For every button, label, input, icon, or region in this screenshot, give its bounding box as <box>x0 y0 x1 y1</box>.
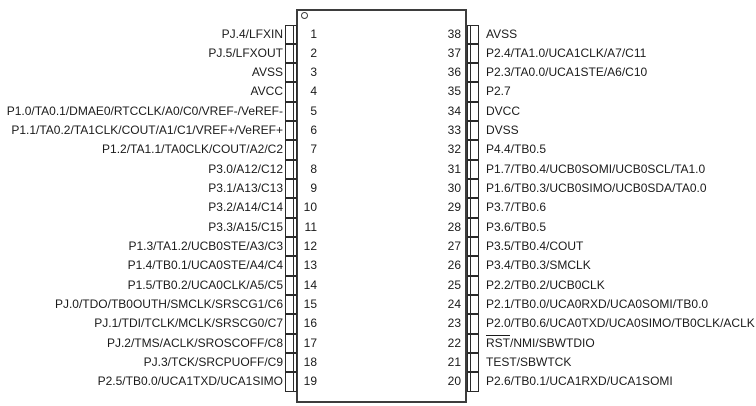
pin-pad-icon <box>285 218 297 237</box>
pin-row <box>0 218 756 237</box>
pin-row <box>0 276 756 295</box>
pin-pad-icon <box>285 295 297 314</box>
pin-label: P3.1/A13/C13 <box>208 181 283 196</box>
pin-pad-icon <box>285 121 297 140</box>
pin-pad-icon <box>285 44 297 63</box>
pin-pad-icon <box>285 179 297 198</box>
pin-pad-icon <box>285 198 297 217</box>
pin-number: 21 <box>447 355 461 370</box>
pin-number: 5 <box>310 103 317 118</box>
pin-label: P1.5/TB0.2/UCA0CLK/A5/C5 <box>127 277 283 292</box>
pin-number: 10 <box>303 200 317 215</box>
pin-row <box>0 295 756 314</box>
pin-label: P3.4/TB0.3/SMCLK <box>486 258 591 273</box>
pin-number: 29 <box>447 200 461 215</box>
pin-pad-icon <box>285 256 297 275</box>
pin-number: 24 <box>447 297 461 312</box>
pin-label: DVCC <box>486 103 521 118</box>
pin-row <box>0 353 756 372</box>
pin-number: 23 <box>447 316 461 331</box>
pin-row <box>0 82 756 101</box>
pin-number: 30 <box>447 181 461 196</box>
pin-label: PJ.5/LFXOUT <box>208 45 283 60</box>
pin-number: 20 <box>447 374 461 389</box>
pin-pad-icon <box>467 63 479 82</box>
pin-label: AVCC <box>250 84 283 99</box>
pin-row <box>0 44 756 63</box>
pin-label: P3.6/TB0.5 <box>486 219 547 234</box>
pin-pad-icon <box>467 140 479 159</box>
pin-number: 36 <box>447 65 461 80</box>
pin-pad-icon <box>285 63 297 82</box>
pin-pad-icon <box>467 353 479 372</box>
pin-row <box>0 372 756 391</box>
pin-number: 11 <box>304 219 317 234</box>
pin-label: P1.1/TA0.2/TA1CLK/COUT/A1/C1/VREF+/VeREF+ <box>11 123 283 138</box>
pin-row <box>0 198 756 217</box>
pin-number: 6 <box>310 123 317 138</box>
pin-label: TEST/SBWTCK <box>486 355 572 370</box>
pin-number: 28 <box>447 219 461 234</box>
pin-label: AVSS <box>486 26 518 41</box>
pin-number: 9 <box>310 181 317 196</box>
pin-number: 16 <box>303 316 317 331</box>
pin-row <box>0 63 756 82</box>
pin-label: P1.2/TA1.1/TA0CLK/COUT/A2/C2 <box>102 142 283 157</box>
pin-number: 22 <box>447 335 461 350</box>
pin-label: P1.4/TB0.1/UCA0STE/A4/C4 <box>127 258 283 273</box>
pin-number: 3 <box>310 65 317 80</box>
pin-number: 1 <box>310 26 317 41</box>
pin-label: P2.4/TA1.0/UCA1CLK/A7/C11 <box>486 45 647 60</box>
pin-label: PJ.3/TCK/SRCPUOFF/C9 <box>143 355 283 370</box>
pin-pad-icon <box>285 276 297 295</box>
pin-label: P3.2/A14/C14 <box>208 200 283 215</box>
pin-number: 4 <box>310 84 317 99</box>
pin-pad-icon <box>467 179 479 198</box>
pin-row <box>0 102 756 121</box>
pin-number: 15 <box>303 297 317 312</box>
pin-label: PJ.2/TMS/ACLK/SROSCOFF/C8 <box>106 335 283 350</box>
pin-row <box>0 140 756 159</box>
pin-number: 26 <box>447 258 461 273</box>
pin-number: 14 <box>303 277 317 292</box>
pin-row <box>0 179 756 198</box>
pin-number: 19 <box>303 374 317 389</box>
pin-row <box>0 121 756 140</box>
pin-number: 38 <box>447 26 461 41</box>
pin-pad-icon <box>467 44 479 63</box>
pin-pad-icon <box>285 25 297 44</box>
pin-label-overline: $\overline{RST}$ <box>486 335 510 350</box>
pin-label: P2.1/TB0.0/UCA0RXD/UCA0SOMI/TB0.0 <box>486 297 709 312</box>
pin-row <box>0 237 756 256</box>
pin-pad-icon <box>285 82 297 101</box>
pin-number: 13 <box>303 258 317 273</box>
pin-label: P1.0/TA0.1/DMAE0/RTCCLK/A0/C0/VREF-/VeREF- <box>6 103 283 118</box>
pin-number: 25 <box>447 277 461 292</box>
pin-label: P2.0/TB0.6/UCA0TXD/UCA0SIMO/TB0CLK/ACLK <box>486 316 755 331</box>
pin-pad-icon <box>467 218 479 237</box>
pin-number: 27 <box>447 239 461 254</box>
pin-label: P3.0/A12/C12 <box>208 161 283 176</box>
pin-label: DVSS <box>486 123 519 138</box>
pin-label: P2.5/TB0.0/UCA1TXD/UCA1SIMO <box>97 374 283 389</box>
pin-row <box>0 314 756 333</box>
pin-label: P2.6/TB0.1/UCA1RXD/UCA1SOMI <box>486 374 673 389</box>
pin-pad-icon <box>285 160 297 179</box>
pin-pad-icon <box>467 25 479 44</box>
pin-pad-icon <box>285 372 297 391</box>
pin-number: 17 <box>303 335 317 350</box>
pin-number: 33 <box>447 123 461 138</box>
pin-rows <box>0 25 756 392</box>
pin-label: P3.3/A15/C15 <box>208 219 283 234</box>
pin-label: P4.4/TB0.5 <box>486 142 547 157</box>
pin-number: 7 <box>310 142 317 157</box>
pin-pad-icon <box>467 334 479 353</box>
pin-pad-icon <box>285 314 297 333</box>
pin-label-rest: /NMI/SBWTDIO <box>510 335 595 350</box>
pin-number: 32 <box>447 142 461 157</box>
pin-label: PJ.4/LFXIN <box>221 26 283 41</box>
pin-pad-icon <box>285 140 297 159</box>
pin-pad-icon <box>285 334 297 353</box>
pin-label: P1.6/TB0.3/UCB0SIMO/UCB0SDA/TA0.0 <box>486 181 707 196</box>
pin-pad-icon <box>467 372 479 391</box>
pin-pad-icon <box>467 295 479 314</box>
pin-number: 37 <box>447 45 461 60</box>
pin-label: AVSS <box>251 65 283 80</box>
pin-pad-icon <box>467 256 479 275</box>
pin-pad-icon <box>467 198 479 217</box>
pin-row <box>0 334 756 353</box>
pin-pad-icon <box>467 237 479 256</box>
pin-label: PJ.1/TDI/TCLK/MCLK/SRSCG0/C7 <box>94 316 283 331</box>
pin-pad-icon <box>467 160 479 179</box>
pin-label: P2.3/TA0.0/UCA1STE/A6/C10 <box>486 65 648 80</box>
pin-pad-icon <box>285 353 297 372</box>
pin-number: 35 <box>447 84 461 99</box>
pin-pad-icon <box>467 121 479 140</box>
pin-number: 18 <box>303 355 317 370</box>
pin-label: PJ.0/TDO/TB0OUTH/SMCLK/SRSCG1/C6 <box>54 297 283 312</box>
pin-pad-icon <box>467 82 479 101</box>
pin-label: P2.7 <box>486 84 511 99</box>
pin1-indicator-icon <box>301 12 308 19</box>
pin-number: 8 <box>310 161 317 176</box>
pin-pad-icon <box>467 276 479 295</box>
pin-row <box>0 256 756 275</box>
pin-number: 31 <box>447 161 461 176</box>
pin-pad-icon <box>467 102 479 121</box>
pin-label: P2.2/TB0.2/UCB0CLK <box>486 277 605 292</box>
pin-pad-icon <box>285 102 297 121</box>
pin-label: P3.7/TB0.6 <box>486 200 547 215</box>
pin-row <box>0 160 756 179</box>
pin-label: P1.7/TB0.4/UCB0SOMI/UCB0SCL/TA1.0 <box>486 161 706 176</box>
pin-row <box>0 25 756 44</box>
pin-pad-icon <box>285 237 297 256</box>
pin-label: P1.3/TA1.2/UCB0STE/A3/C3 <box>128 239 283 254</box>
pin-number: 34 <box>447 103 461 118</box>
pin-number: 12 <box>303 239 317 254</box>
pin-label: P3.5/TB0.4/COUT <box>486 239 584 254</box>
pin-number: 2 <box>310 45 317 60</box>
pin-label <box>486 334 595 353</box>
pin-pad-icon <box>467 314 479 333</box>
